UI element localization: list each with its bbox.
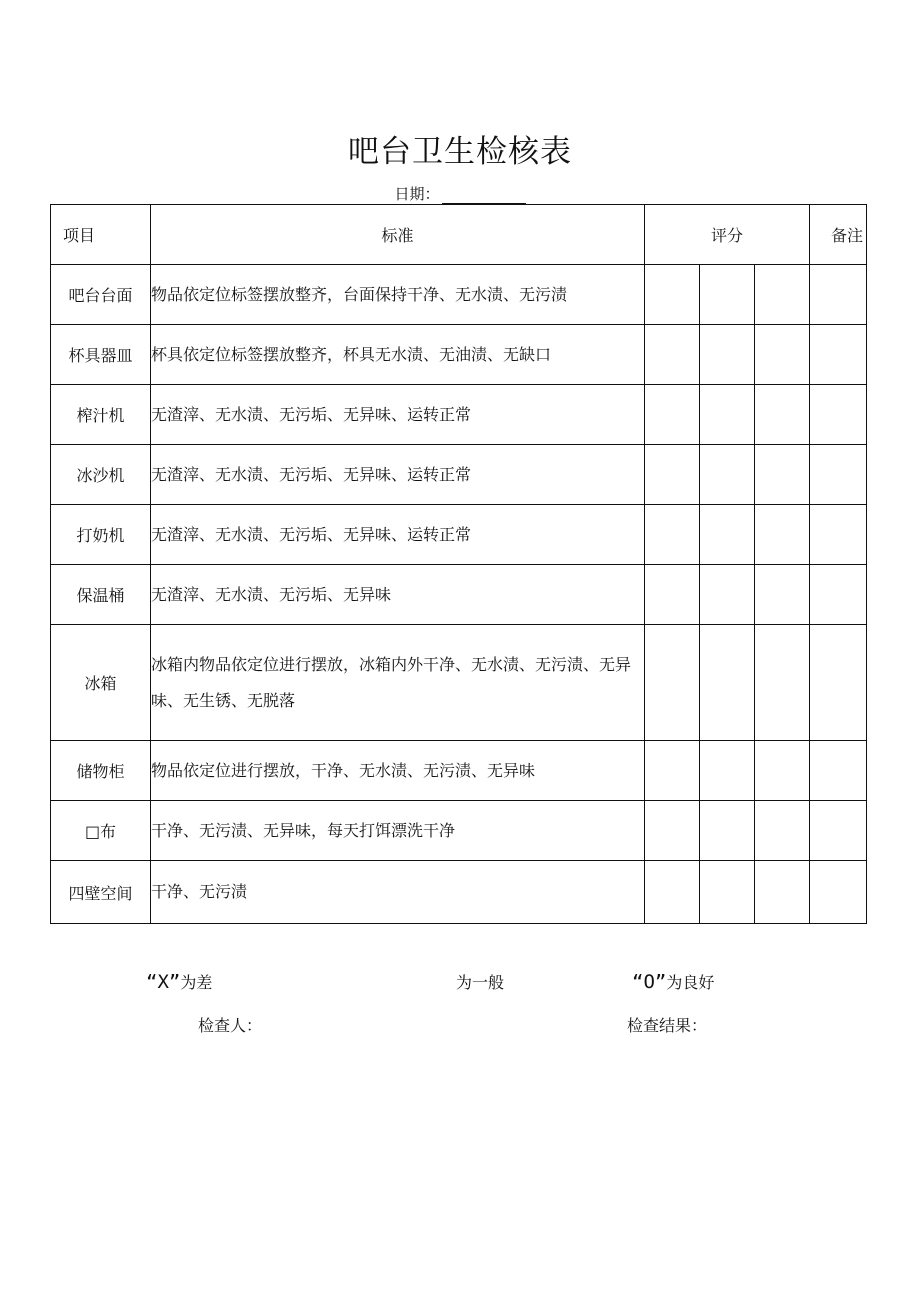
score-cell-3[interactable]: [755, 861, 810, 924]
score-cell-2[interactable]: [700, 265, 755, 325]
table-row: [51, 445, 867, 505]
good-symbol: “O”: [632, 971, 667, 993]
score-cell-2[interactable]: [700, 801, 755, 861]
row-item: 四壁空间: [51, 861, 151, 924]
poor-symbol: “X”: [146, 971, 181, 993]
header-standard: 标准: [151, 205, 645, 265]
score-cell-3[interactable]: [755, 565, 810, 625]
table-row: [51, 385, 867, 445]
row-standard: 杯具依定位标签摆放整齐，杯具无水渍、无油渍、无缺口: [151, 325, 645, 385]
table-row: [51, 801, 867, 861]
date-blank-field[interactable]: [442, 189, 526, 204]
note-cell[interactable]: [810, 565, 867, 625]
good-label: 为良好: [666, 973, 715, 992]
score-cell-3[interactable]: [755, 445, 810, 505]
page-title: 吧台卫生检核表: [348, 134, 572, 170]
table-row: [51, 861, 867, 924]
score-cell-2[interactable]: [700, 741, 755, 801]
note-cell[interactable]: [810, 445, 867, 505]
row-item: □布: [51, 801, 151, 861]
row-standard: 物品依定位进行摆放，干净、无水渍、无污渍、无异味: [151, 741, 645, 801]
average-label: 为一般: [456, 973, 505, 992]
table-row: [51, 265, 867, 325]
header-item: 项目: [51, 205, 151, 265]
score-cell-2[interactable]: [700, 445, 755, 505]
note-cell[interactable]: [810, 325, 867, 385]
row-standard: 冰箱内物品依定位进行摆放，冰箱内外干净、无水渍、无污渍、无异味、无生锈、无脱落: [151, 625, 645, 741]
note-cell[interactable]: [810, 385, 867, 445]
score-cell-1[interactable]: [645, 625, 700, 741]
date-label: 日期：: [394, 185, 440, 203]
score-cell-3[interactable]: [755, 741, 810, 801]
score-cell-1[interactable]: [645, 741, 700, 801]
score-cell-3[interactable]: [755, 385, 810, 445]
score-cell-3[interactable]: [755, 801, 810, 861]
header-note: 备注: [810, 205, 867, 265]
score-cell-1[interactable]: [645, 861, 700, 924]
row-item: 打奶机: [51, 505, 151, 565]
note-cell[interactable]: [810, 625, 867, 741]
table-row: [51, 565, 867, 625]
score-cell-1[interactable]: [645, 265, 700, 325]
inspector-label: 检查人：: [198, 1016, 263, 1035]
score-cell-3[interactable]: [755, 265, 810, 325]
note-cell[interactable]: [810, 505, 867, 565]
row-standard: 无渣滓、无水渍、无污垢、无异味、运转正常: [151, 385, 645, 445]
row-item: 冰沙机: [51, 445, 151, 505]
poor-label: 为差: [180, 973, 213, 992]
row-standard: 干净、无污渍: [151, 861, 645, 924]
result-label: 检查结果：: [627, 1016, 708, 1035]
score-cell-1[interactable]: [645, 325, 700, 385]
score-cell-1[interactable]: [645, 385, 700, 445]
score-cell-1[interactable]: [645, 565, 700, 625]
row-item: 保温桶: [51, 565, 151, 625]
score-cell-2[interactable]: [700, 505, 755, 565]
note-cell[interactable]: [810, 861, 867, 924]
header-score: 评分: [645, 205, 810, 265]
table-header-row: [51, 205, 867, 265]
score-cell-2[interactable]: [700, 861, 755, 924]
score-cell-1[interactable]: [645, 801, 700, 861]
legend-good: [632, 970, 714, 993]
row-standard: 干净、无污渍、无异味，每天打饵漂洗干净: [151, 801, 645, 861]
note-cell[interactable]: [810, 801, 867, 861]
legend-average: [456, 970, 504, 993]
note-cell[interactable]: [810, 265, 867, 325]
row-standard: 无渣滓、无水渍、无污垢、无异味、运转正常: [151, 505, 645, 565]
table-row: [51, 741, 867, 801]
score-cell-2[interactable]: [700, 325, 755, 385]
table-row: [51, 325, 867, 385]
date-line: [0, 183, 920, 204]
score-cell-1[interactable]: [645, 445, 700, 505]
table-row: [51, 505, 867, 565]
row-standard: 无渣滓、无水渍、无污垢、无异味: [151, 565, 645, 625]
inspection-table: [50, 204, 867, 924]
row-item: 杯具器皿: [51, 325, 151, 385]
score-cell-2[interactable]: [700, 385, 755, 445]
legend-poor: [146, 970, 212, 993]
note-cell[interactable]: [810, 741, 867, 801]
row-item: 储物柜: [51, 741, 151, 801]
row-standard: 物品依定位标签摆放整齐，台面保持干净、无水渍、无污渍: [151, 265, 645, 325]
score-cell-3[interactable]: [755, 325, 810, 385]
score-cell-3[interactable]: [755, 625, 810, 741]
score-cell-2[interactable]: [700, 565, 755, 625]
table-row: [51, 625, 867, 741]
score-cell-2[interactable]: [700, 625, 755, 741]
score-cell-1[interactable]: [645, 505, 700, 565]
row-standard: 无渣滓、无水渍、无污垢、无异味、运转正常: [151, 445, 645, 505]
row-item: 冰箱: [51, 625, 151, 741]
row-item: 吧台台面: [51, 265, 151, 325]
row-item: 榨汁机: [51, 385, 151, 445]
score-cell-3[interactable]: [755, 505, 810, 565]
